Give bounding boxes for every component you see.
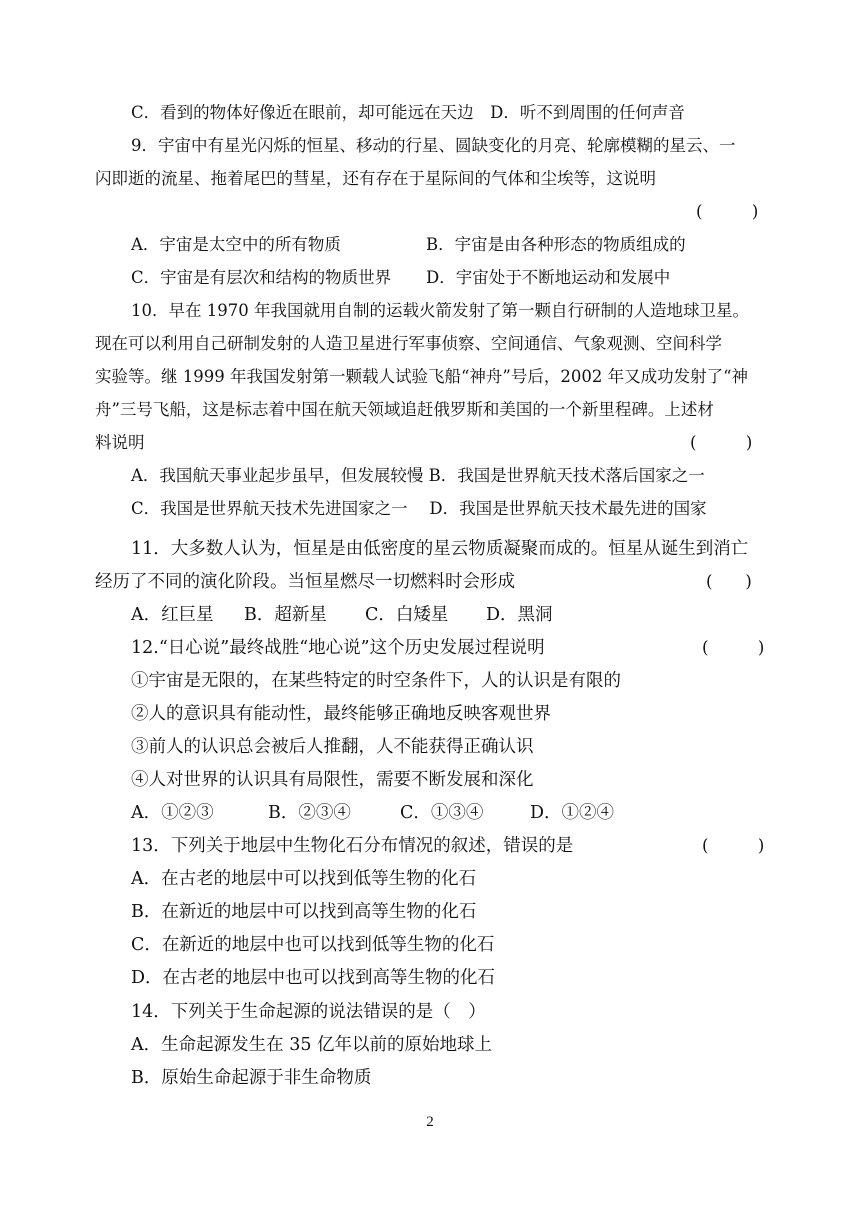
q11-answer-paren: ( )	[706, 572, 752, 591]
q10-stem-line-2: 现在可以利用自己研制发射的人造卫星进行军事侦察、空间通信、气象观测、空间科学	[95, 334, 722, 353]
q9-stem-line-1: 9．宇宙中有星光闪烁的恒星、移动的行星、圆缺变化的月亮、轮廓模糊的星云、一	[131, 136, 736, 155]
q10-options-ab: A．我国航天事业起步虽早，但发展较慢 B．我国是世界航天技术落后国家之一	[131, 466, 705, 485]
q13-stem: 13．下列关于地层中生物化石分布情况的叙述，错误的是	[131, 836, 574, 856]
q12-option-d: D．①②④	[530, 803, 615, 823]
q13-answer-paren: ( )	[702, 836, 765, 855]
q10-stem-line-4: 舟”三号飞船，这是标志着中国在航天领域追赶俄罗斯和美国的一个新里程碑。上述材	[95, 400, 714, 419]
q9-option-b: B．宇宙是由各种形态的物质组成的	[426, 235, 686, 254]
q12-option-b: B．②③④	[268, 803, 351, 823]
q12-option-a: A．①②③	[131, 803, 214, 823]
q11-option-a: A．红巨星	[131, 605, 214, 625]
q9-option-c: C．宇宙是有层次和结构的物质世界	[131, 268, 392, 287]
q14-option-a: A．生命起源发生在 35 亿年以前的原始地球上	[131, 1035, 493, 1055]
q10-answer-paren: ( )	[690, 433, 753, 452]
q12-item-3: ③前人的认识总会被后人推翻，人不能获得正确认识	[131, 737, 534, 757]
q10-stem-line-5: 料说明	[95, 433, 145, 452]
q11-option-d: D．黑洞	[486, 605, 553, 625]
q8-options-cd: C．看到的物体好像近在眼前，却可能远在天边 D．听不到周围的任何声音	[131, 103, 685, 122]
q11-option-c: C．白矮星	[365, 605, 449, 625]
q13-option-d: D．在古老的地层中也可以找到高等生物的化石	[131, 968, 496, 988]
q12-item-1: ①宇宙是无限的，在某些特定的时空条件下，人的认识是有限的	[131, 671, 621, 691]
page-number: 2	[426, 1114, 434, 1130]
q11-stem-line-2: 经历了不同的演化阶段。当恒星燃尽一切燃料时会形成	[95, 572, 515, 592]
q12-item-2: ②人的意识具有能动性，最终能够正确地反映客观世界	[131, 704, 551, 724]
q13-option-a: A．在古老的地层中可以找到低等生物的化石	[131, 869, 477, 889]
q10-stem-line-1: 10．早在 1970 年我国就用自制的运载火箭发射了第一颗自行研制的人造地球卫星。	[131, 301, 749, 320]
q9-option-d: D．宇宙处于不断地运动和发展中	[426, 268, 671, 287]
q14-option-b: B．原始生命起源于非生命物质	[131, 1068, 372, 1088]
q13-option-c: C．在新近的地层中也可以找到低等生物的化石	[131, 935, 495, 955]
q11-option-b: B．超新星	[244, 605, 327, 625]
q11-stem-line-1: 11．大多数人认为，恒星是由低密度的星云物质凝聚而成的。恒星从诞生到消亡	[131, 539, 749, 559]
q10-options-cd: C．我国是世界航天技术先进国家之一 D．我国是世界航天技术最先进的国家	[131, 499, 707, 518]
q9-option-a: A．宇宙是太空中的所有物质	[131, 235, 341, 254]
q10-stem-line-3: 实验等。继 1999 年我国发射第一颗载人试验飞船“神舟”号后，2002 年又成功发射了“神	[95, 367, 749, 386]
q12-answer-paren: ( )	[702, 638, 765, 657]
q12-option-c: C．①③④	[400, 803, 484, 823]
q9-stem-line-2: 闪即逝的流星、拖着尾巴的彗星，还有存在于星际间的气体和尘埃等，这说明	[95, 169, 656, 188]
q12-item-4: ④人对世界的认识具有局限性，需要不断发展和深化	[131, 770, 534, 790]
q12-stem: 12.“日心说”最终战胜“地心说”这个历史发展过程说明	[131, 638, 545, 658]
q14-stem: 14．下列关于生命起源的说法错误的是（ ）	[131, 1002, 486, 1022]
q9-answer-paren: ( )	[696, 202, 759, 221]
q13-option-b: B．在新近的地层中可以找到高等生物的化石	[131, 902, 477, 922]
